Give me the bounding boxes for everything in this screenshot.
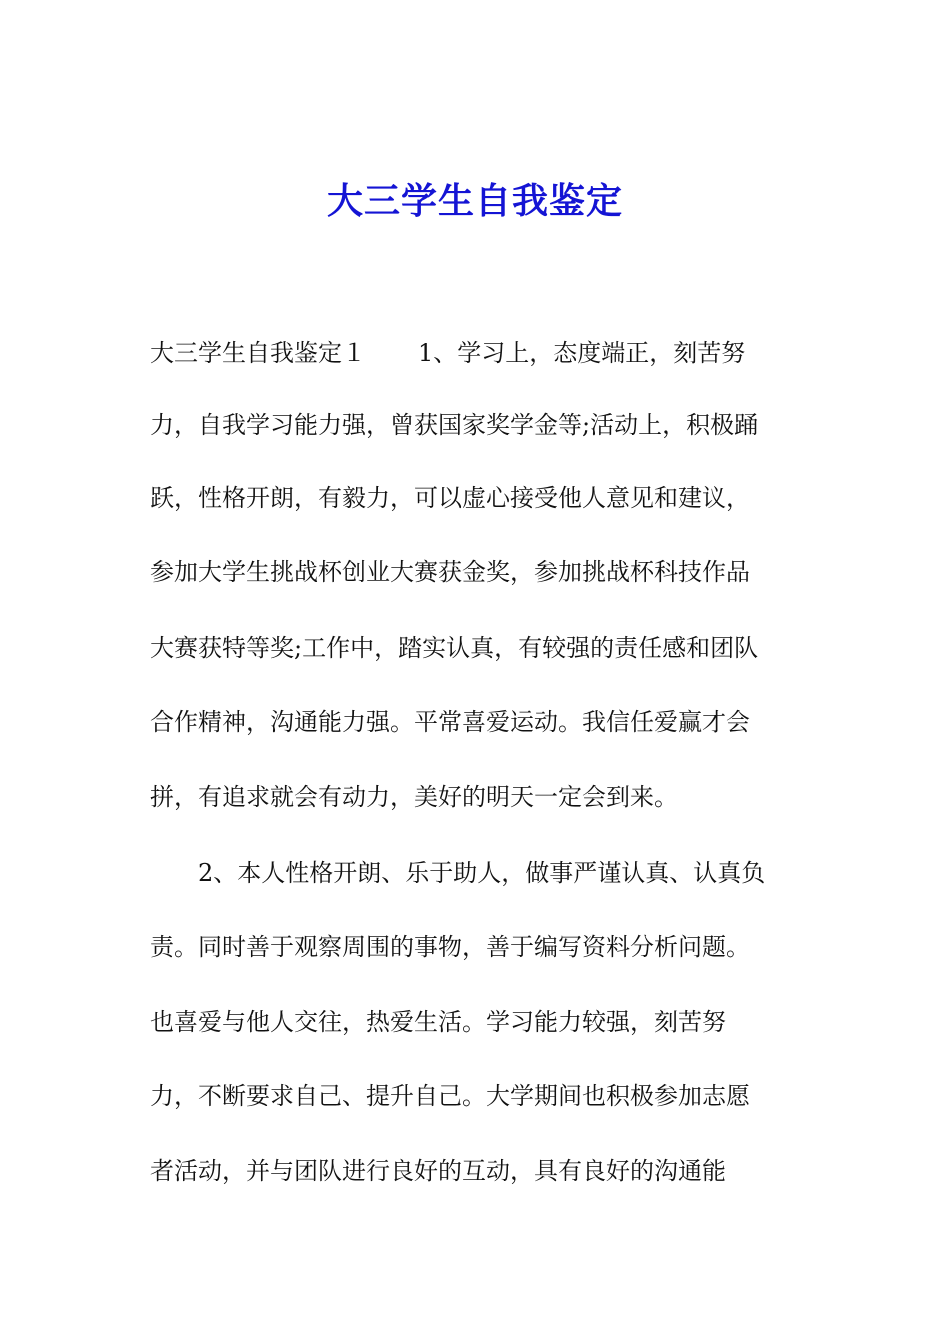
paragraph-1-line-7: 拼，有追求就会有动力，美好的明天一定会到来。 — [150, 783, 678, 811]
page-title: 大三学生自我鉴定 — [326, 180, 623, 222]
section-heading: 大三学生自我鉴定１ — [150, 339, 366, 367]
paragraph-1-line-2: 力，自我学习能力强，曾获国家奖学金等;活动上，积极踊 — [150, 411, 759, 439]
paragraph-1-line-1 — [150, 336, 810, 370]
paragraph-1-line-6: 合作精神，沟通能力强。平常喜爱运动。我信任爱赢才会 — [150, 708, 750, 736]
paragraph-1-lead: 1、学习上，态度端正，刻苦努 — [418, 339, 746, 367]
paragraph-1-line-3: 跃，性格开朗，有毅力，可以虚心接受他人意见和建议， — [150, 484, 750, 512]
paragraph-2-line-5: 者活动，并与团队进行良好的互动，具有良好的沟通能 — [150, 1157, 726, 1185]
paragraph-1-line-4: 参加大学生挑战杯创业大赛获金奖，参加挑战杯科技作品 — [150, 558, 750, 586]
paragraph-1-line-5: 大赛获特等奖;工作中，踏实认真，有较强的责任感和团队 — [150, 634, 759, 662]
paragraph-2-line-2: 责。同时善于观察周围的事物，善于编写资料分析问题。 — [150, 933, 750, 961]
paragraph-2-line-1: 2、本人性格开朗、乐于助人，做事严谨认真、认真负 — [198, 859, 766, 887]
paragraph-2-line-3: 也喜爱与他人交往，热爱生活。学习能力较强，刻苦努 — [150, 1008, 726, 1036]
paragraph-2-line-4: 力，不断要求自己、提升自己。大学期间也积极参加志愿 — [150, 1082, 750, 1110]
